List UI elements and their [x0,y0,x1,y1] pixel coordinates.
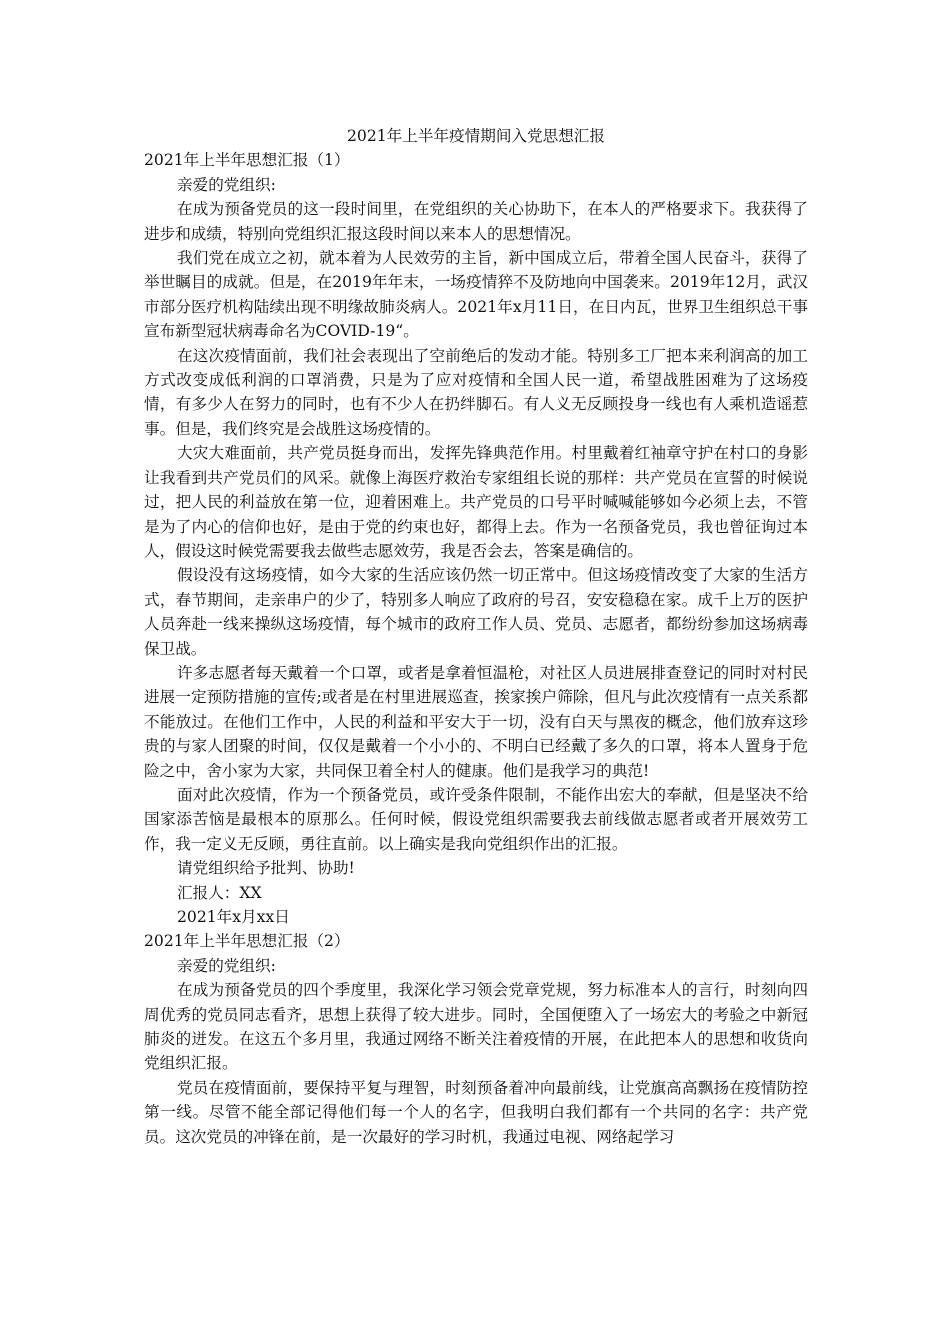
report1-paragraph-4: 大灾大难面前，共产党员挺身而出，发挥先锋典范作用。村里戴着红袖章守护在村口的身影让我看到共产党员们的风采。就像上海医疗救治专家组组长说的那样：共产党员在宣誓的时候说过，把人民的利益放在第一位，迎着困难上。共产党员的口号平时喊喊能够如今必须上去，不管是为了内心的信仰也好，是由于党的约束也好，都得上去。作为一名预备党员，我也曾征询过本人，假设这时候党需要我去做些志愿效劳，我是否会去，答案是确信的。 [144,444,808,560]
report1-reporter: 汇报人：XX [177,883,262,902]
report1-paragraph-6: 许多志愿者每天戴着一个口罩，或者是拿着恒温枪，对社区人员进展排查登记的同时对村民进展一定预防措施的宣传;或者是在村里进展巡查，挨家挨户筛除，但凡与此次疫情有一点关系都不能放过。在他们工作中，人民的利益和平安大于一切，没有白天与黑夜的概念，他们放弃这珍贵的与家人团聚的时间，仅仅是戴着一个小小的、不明白已经戴了多久的口罩，将本人置身于危险之中，舍小家为大家，共同保卫着全村人的健康。他们是我学习的典范! [144,663,808,780]
report1-salutation: 亲爱的党组织: [177,175,276,194]
report1-date: 2021年x月xx日 [177,908,290,926]
document-title: 2021年上半年疫情期间入党思想汇报 [347,127,605,145]
report1-paragraph-5: 假设没有这场疫情，如今大家的生活应该仍然一切正常中。但这场疫情改变了大家的生活方式，春节期间，走亲串户的少了，特别多人响应了政府的号召，安安稳稳在家。成千上万的医护人员奔赴一线来操纵这场疫情，每个城市的政府工作人员、党员、志愿者，都纷纷参加这场病毒保卫战。 [144,566,808,658]
report2-paragraph-1: 在成为预备党员的四个季度里，我深化学习领会党章党规，努力标准本人的言行，时刻向四周优秀的党员同志看齐，思想上获得了较大进步。同时，全国便堕入了一场宏大的考验之中新冠肺炎的迸发。在这五个多月里，我通过网络不断关注着疫情的开展，在此把本人的思想和收货向党组织汇报。 [144,981,808,1073]
report1-paragraph-1: 在成为预备党员的这一段时间里，在党组织的关心协助下，在本人的严格要求下。我获得了进步和成绩，特别向党组织汇报这段时间以来本人的思想情况。 [144,200,808,243]
report1-paragraph-3: 在这次疫情面前，我们社会表现出了空前绝后的发动才能。特别多工厂把本来利润高的加工方式改变成低利润的口罩消费，只是为了应对疫情和全国人民一道，希望战胜困难为了这场疫情，有多少人在努力的同时，也有不少人在扔绊脚石。有人义无反顾投身一线也有人乘机造谣惹事。但是，我们终究是会战胜这场疫情的。 [144,346,808,438]
report1-paragraph-2: 我们党在成立之初，就本着为人民效劳的主旨，新中国成立后，带着全国人民奋斗，获得了举世瞩目的成就。但是，在2019年年末，一场疫情猝不及防地向中国袭来。2019年12月，武汉市部分医疗机构陆续出现不明缘故肺炎病人。2021年x月11日，在日内瓦，世界卫生组织总干事宣布新型冠状病毒命名为COVID-19“。 [144,249,808,341]
document-page [144,124,808,1149]
report2-paragraph-2: 党员在疫情面前，要保持平复与理智，时刻预备着冲向最前线，让党旗高高飘扬在疫情防控第一线。尽管不能全部记得他们每一个人的名字，但我明白我们都有一个共同的名字：共产党员。这次党员的冲锋在前，是一次最好的学习时机，我通过电视、网络起学习 [144,1078,808,1146]
report2-salutation: 亲爱的党组织: [177,956,276,975]
report1-heading: 2021年上半年思想汇报（1） [144,151,350,170]
report1-paragraph-7: 面对此次疫情，作为一个预备党员，或许受条件限制，不能作出宏大的奉献，但是坚决不给国家添苦恼是最根本的原那么。任何时候，假设党组织需要我去前线做志愿者或者开展效劳工作，我一定义无反顾，勇往直前。以上确实是我向党组织作出的汇报。 [144,785,808,853]
report1-closing: 请党组织给予批判、协助! [177,859,355,878]
report2-heading: 2021年上半年思想汇报（2） [144,932,350,951]
